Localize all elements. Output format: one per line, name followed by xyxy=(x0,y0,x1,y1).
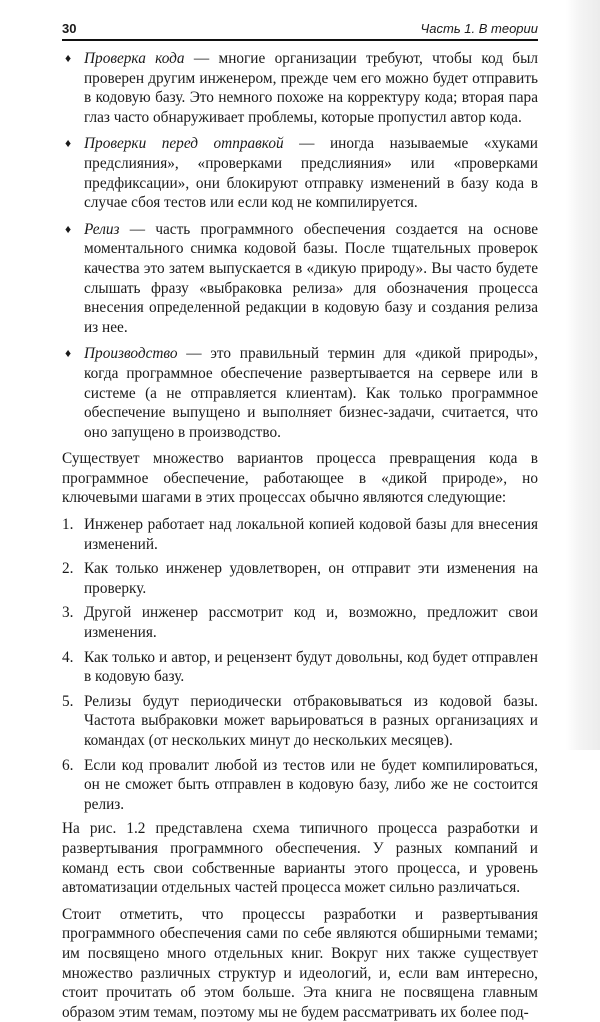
step-number: 4. xyxy=(62,648,74,666)
step-text: Другой инженер рассмотрит код и, возможно, предложит свои изменения. xyxy=(84,604,538,642)
step-number: 5. xyxy=(62,692,74,710)
step-item xyxy=(62,515,538,554)
bullet-item-production xyxy=(62,344,538,442)
bullet-item-presubmit-checks xyxy=(62,134,538,212)
bullet-term: Проверка кода xyxy=(84,50,185,67)
step-item xyxy=(62,692,538,751)
figure-reference-paragraph: На рис. 1.2 представлена схема типичного процесса разработки и развертывания программного обеспечения. У разных компаний и команд есть свои собственные варианты этого процесса, и уровень автоматизации отдельных частей процесса может сильно различаться. xyxy=(62,820,538,897)
step-text: Инженер работает над локальной копией кодовой базы для внесения изменений. xyxy=(84,516,538,553)
diamond-bullet-icon: ♦ xyxy=(65,346,72,361)
diamond-bullet-icon: ♦ xyxy=(65,51,72,65)
step-item xyxy=(62,648,538,687)
running-header xyxy=(62,19,538,41)
step-number: 3. xyxy=(62,604,74,622)
bullet-item-code-review xyxy=(62,49,538,127)
page-content xyxy=(62,49,538,1022)
book-page xyxy=(62,19,538,1022)
step-item xyxy=(62,756,538,815)
step-item xyxy=(62,559,538,598)
step-text: Если код провалит любой из тестов или не будет компилироваться, он не сможет быть отправлен в кодовую базу, либо же не состоится релиз. xyxy=(84,756,538,813)
diamond-bullet-icon: ♦ xyxy=(65,136,72,151)
step-item xyxy=(62,603,538,642)
intro-paragraph: Существует множество вариантов процесса превращения кода в программное обеспечение, работающее в «дикой природе», но ключевыми шагами в этих процессах обычно являются следующие: xyxy=(62,450,538,507)
bullet-text: — это правильный термин для «дикой природы», когда программное обеспечение развертывается на сервере или в системе (а не отправляется клиентам). Как только программное обеспечение выпущено и выполняет бизнес-задачи, считается, что оно запущено в производство. xyxy=(84,345,538,441)
bullet-item-release xyxy=(62,220,538,338)
step-number: 6. xyxy=(62,756,74,774)
bullet-term: Проверки перед отправкой xyxy=(84,135,284,153)
bullet-term: Релиз xyxy=(84,220,120,238)
page-edge-shadow xyxy=(566,0,600,750)
bullet-term: Производство xyxy=(84,345,178,363)
step-text: Релизы будут периодически отбраковываться из кодовой базы. Частота выбраковки может варьироваться в разных организациях и командах (от нескольких минут до нескольких месяцев). xyxy=(84,692,538,749)
bullet-text: — часть программного обеспечения создается на основе моментального снимка кодовой базы. После тщательных проверок качества это затем выпускается в «дикую природу». Вы часто будете слышать фразу «выбраковка релиза» для обозначения процесса внесения определенной редакции в кодовую базу и создания релиза из нее. xyxy=(84,220,538,336)
step-number: 1. xyxy=(62,516,74,534)
step-number: 2. xyxy=(62,560,74,578)
page-number: 30 xyxy=(62,21,77,36)
bullet-text: — многие организации требуют, чтобы код был проверен другим инженером, прежде чем его можно будет отправить в кодовую базу. Это немного похоже на корректуру кода; вторая пара глаз часто обнаруживает проблемы, которые пропустил автор кода. xyxy=(84,50,538,126)
closing-paragraph: Стоит отметить, что процессы разработки и развертывания программного обеспечения сами по себе являются обширными темами; им посвящено много отдельных книг. Вокруг них также существует множество различных структур и идеологий, и, если вам интересно, стоит прочитать об этом больше. Эта книга не посвящена главным образом этим темам, поэтому мы не будем рассматривать их более под- xyxy=(62,905,538,1021)
diamond-bullet-icon: ♦ xyxy=(65,221,72,236)
step-text: Как только и автор, и рецензент будут довольны, код будет отправлен в кодовую базу. xyxy=(84,648,538,686)
bullet-text: — иногда называемые «хуками предслияния», «проверками предслияния» или «проверками предфиксации», они блокируют отправку изменений в базу кода в случае сбоя тестов или если код не компилируется. xyxy=(84,135,538,212)
step-text: Как только инженер удовлетворен, он отправит эти изменения на проверку. xyxy=(84,560,538,597)
chapter-title: Часть 1. В теории xyxy=(420,21,538,36)
